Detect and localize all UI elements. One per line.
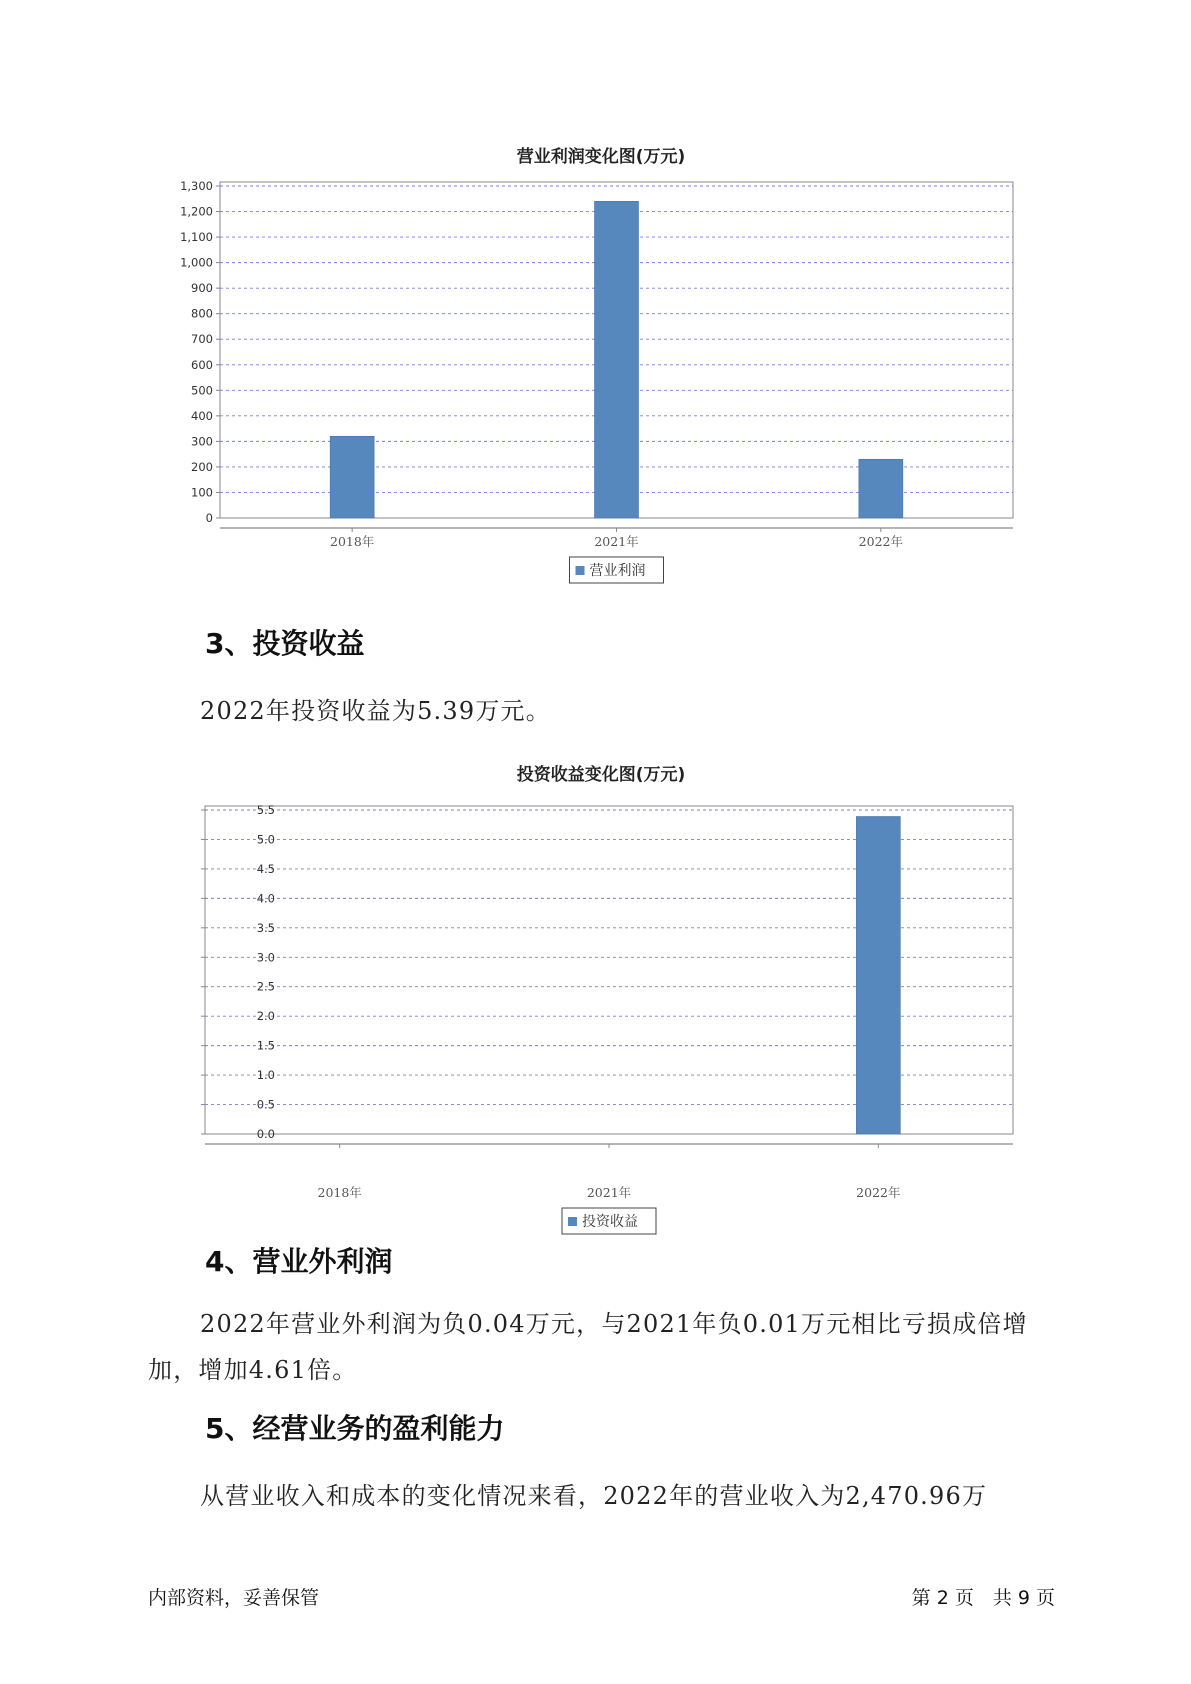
y-tick-label: 1,000: [180, 255, 213, 270]
x-tick-label: 2022年: [858, 534, 903, 549]
x-tick-label: 2021年: [594, 534, 639, 549]
bar: [330, 436, 374, 518]
y-tick-label: 500: [191, 383, 213, 398]
legend-swatch: [576, 566, 585, 575]
chart-operating-profit: [0, 0, 1191, 600]
y-tick-label: 1,200: [180, 204, 213, 219]
y-tick-label: 3.0: [256, 950, 275, 965]
y-tick-label: 1,300: [180, 179, 213, 193]
y-tick-label: 1.0: [256, 1068, 275, 1083]
section-4-text: 2022年营业外利润为负0.04万元，与2021年负0.01万元相比亏损成倍增加，增加4.61倍。: [148, 1310, 1028, 1384]
y-tick-label: 600: [191, 357, 213, 372]
y-tick-label: 700: [191, 332, 213, 347]
section-5-heading: 5、经营业务的盈利能力: [205, 1412, 505, 1445]
y-tick-label: 300: [191, 434, 213, 449]
section-3-text: 2022年投资收益为5.39万元。: [200, 697, 551, 725]
y-tick-label: 5.0: [256, 832, 275, 847]
footer-page-number: 第 2 页 共 9 页: [911, 1587, 1055, 1609]
y-tick-label: 5.5: [256, 803, 275, 817]
y-tick-label: 2.5: [256, 979, 275, 994]
y-tick-label: 400: [191, 408, 213, 423]
y-tick-label: 200: [191, 459, 213, 474]
y-tick-label: 900: [191, 281, 213, 296]
section-5-text: 从营业收入和成本的变化情况来看，2022年的营业收入为2,470.96万: [200, 1482, 988, 1510]
chart-title: 投资收益变化图(万元): [516, 765, 686, 785]
y-tick-label: 4.5: [256, 861, 275, 876]
legend-label: 营业利润: [589, 563, 646, 579]
y-tick-label: 800: [191, 306, 213, 321]
chart-title: 营业利润变化图(万元): [516, 147, 686, 167]
y-tick-label: 1,100: [180, 230, 213, 245]
x-tick-label: 2022年: [856, 1185, 901, 1200]
legend-swatch: [568, 1217, 577, 1226]
x-tick-label: 2021年: [586, 1185, 632, 1200]
section-3-heading: 3、投资收益: [205, 627, 365, 660]
y-tick-label: 0.0: [256, 1127, 275, 1141]
legend-label: 投资收益: [582, 1214, 638, 1230]
y-tick-label: 0: [205, 511, 213, 525]
y-tick-label: 2.0: [256, 1009, 275, 1024]
y-tick-label: 3.5: [256, 920, 275, 935]
footer-confidential: 内部资料，妥善保管: [148, 1587, 320, 1609]
section-4-heading: 4、营业外利润: [205, 1245, 393, 1278]
y-tick-label: 100: [191, 485, 213, 500]
bar: [595, 201, 639, 518]
x-tick-label: 2018年: [317, 1185, 362, 1200]
y-tick-label: 1.5: [256, 1038, 275, 1053]
y-tick-label: 0.5: [256, 1097, 275, 1112]
bar: [859, 459, 903, 518]
y-tick-label: 4.0: [256, 891, 275, 906]
bar: [856, 816, 900, 1134]
x-tick-label: 2018年: [330, 534, 375, 549]
